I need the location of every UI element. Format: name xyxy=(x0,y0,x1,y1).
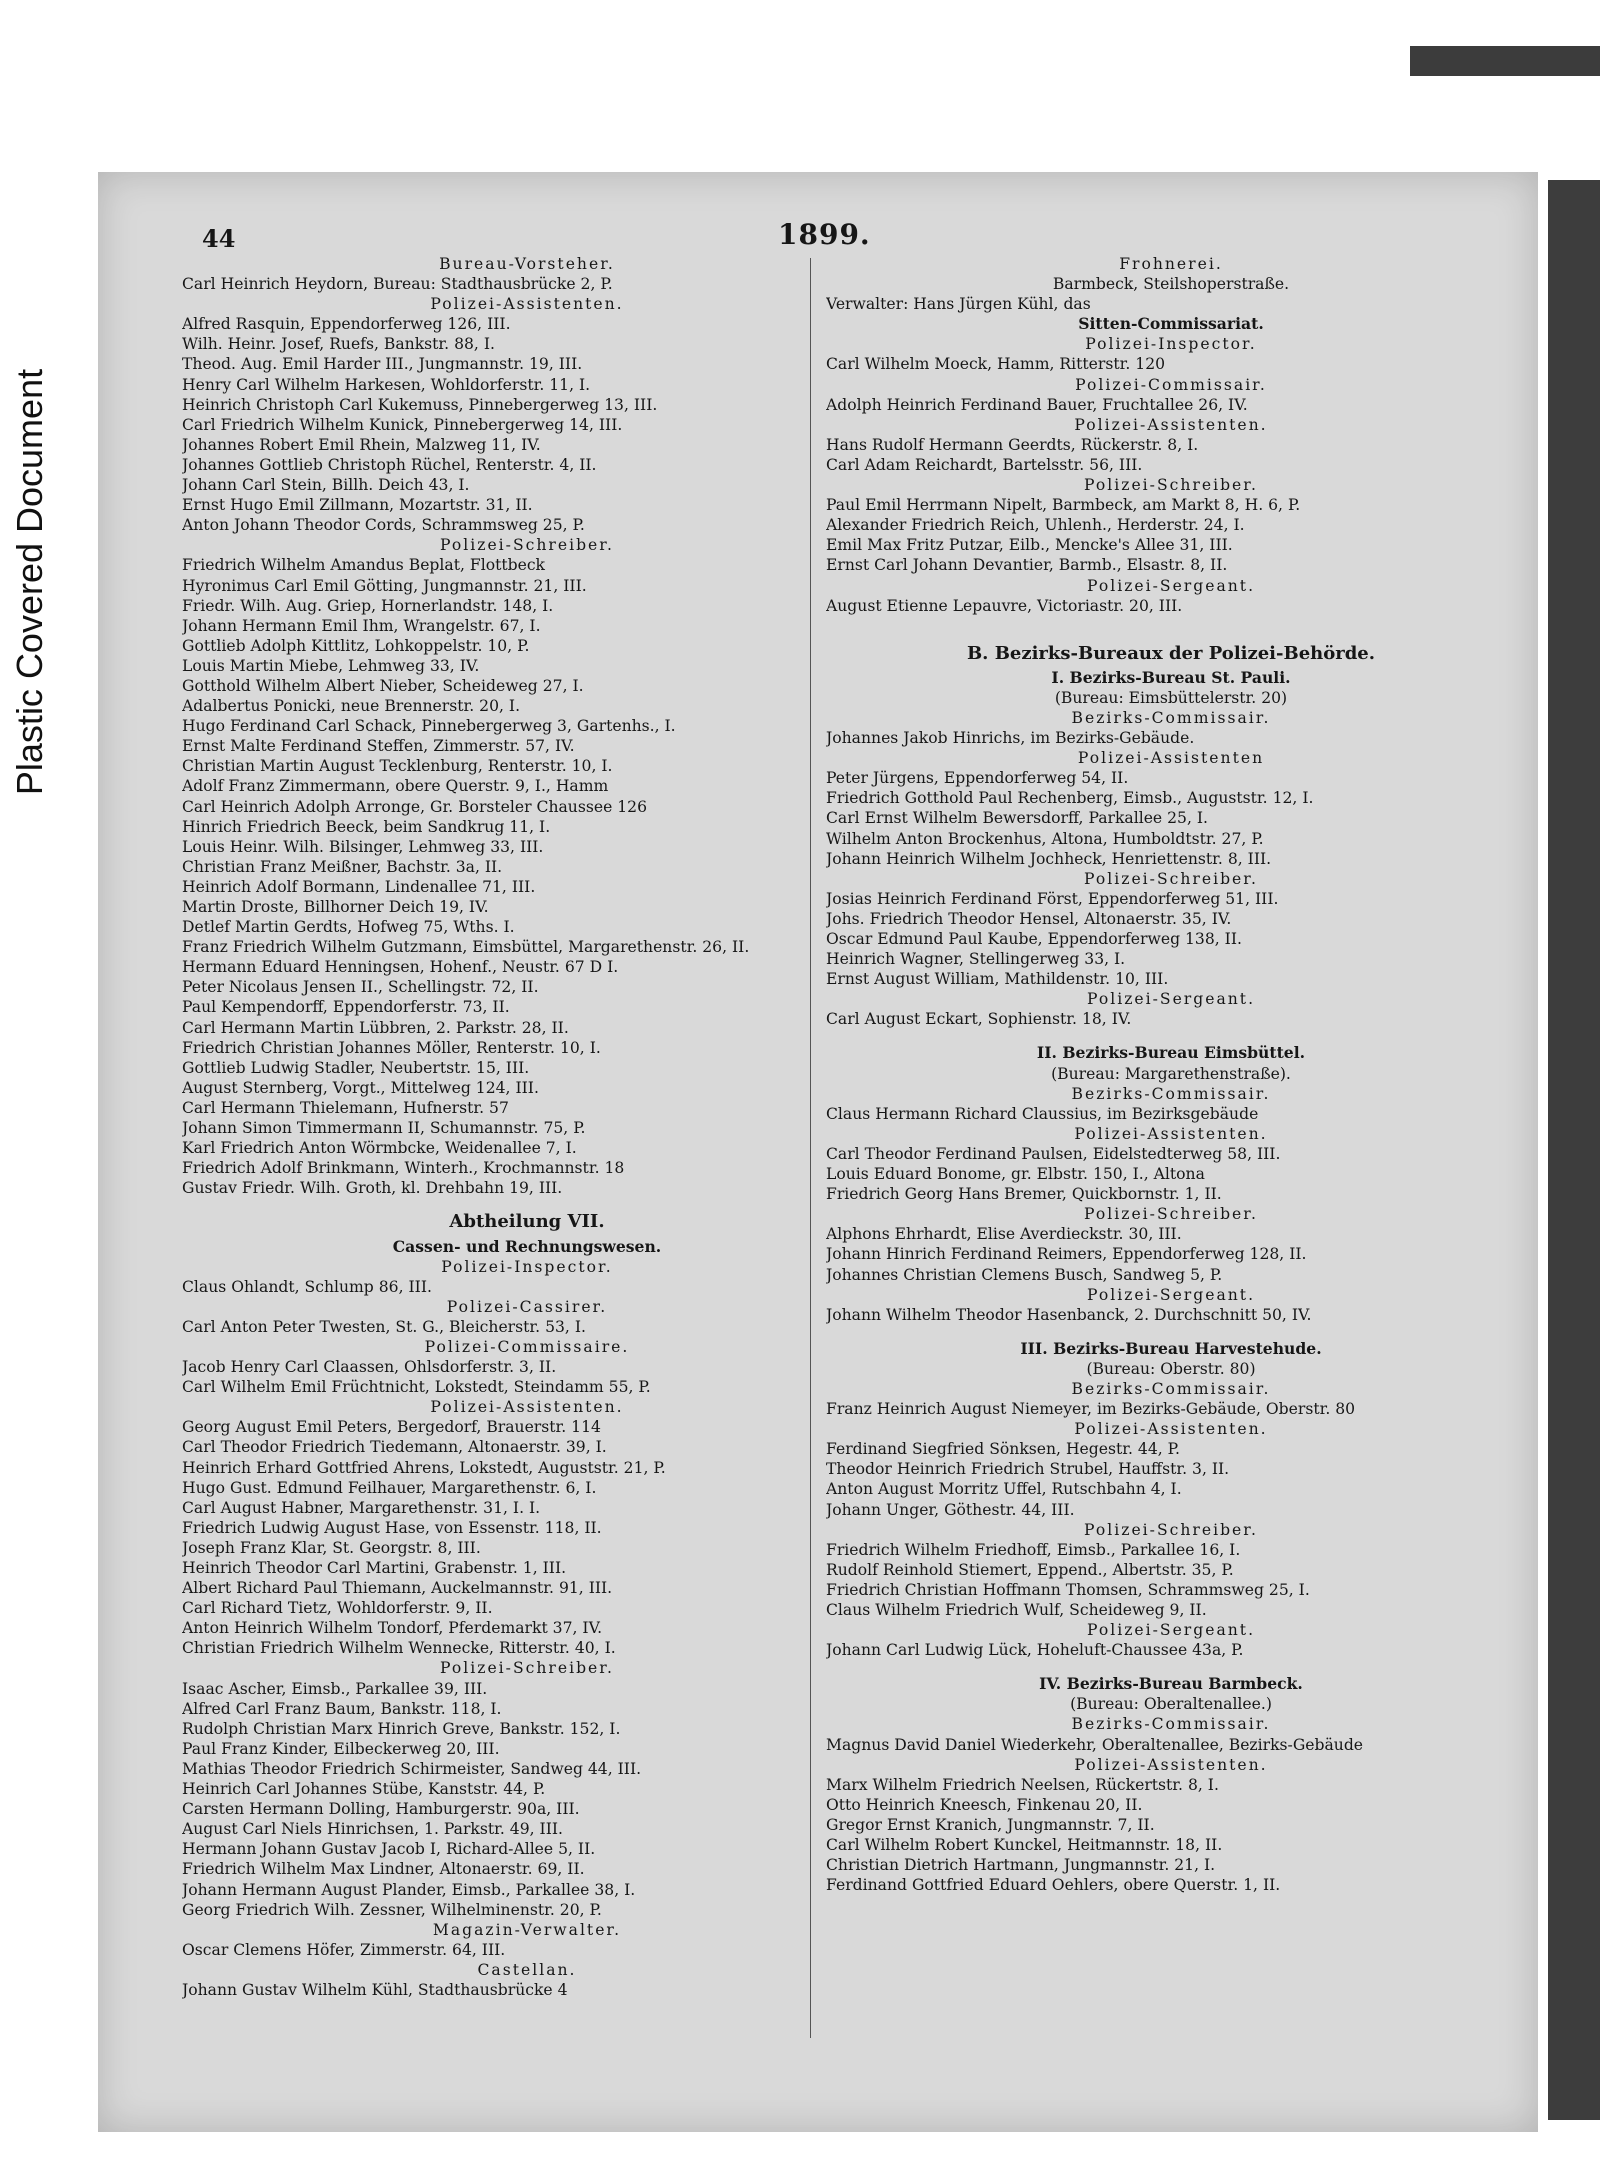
directory-entry: Peter Jürgens, Eppendorferweg 54, II. xyxy=(826,769,1129,788)
directory-entry: Heinrich Carl Johannes Stübe, Kanststr. 44, P. xyxy=(182,1780,546,1799)
section-heading: Magazin-Verwalter. xyxy=(432,1920,622,1939)
directory-entry: Friedrich Georg Hans Bremer, Quickbornstr. 1, II. xyxy=(826,1185,1222,1204)
directory-entry: Friedrich Ludwig August Hase, von Essenstr. 118, II. xyxy=(182,1518,602,1537)
directory-entry: Ferdinand Gottfried Eduard Oehlers, obere Querstr. 1, II. xyxy=(826,1876,1281,1895)
directory-entry: Heinrich Wagner, Stellingerweg 33, I. xyxy=(826,950,1126,969)
directory-entry: Wilhelm Anton Brockenhus, Altona, Humboldtstr. 27, P. xyxy=(826,829,1264,848)
directory-entry: Alfred Carl Franz Baum, Bankstr. 118, I. xyxy=(182,1699,502,1718)
bureau-address: Barmbeck, Steilshoperstraße. xyxy=(1052,275,1290,294)
section-heading: Polizei-Sergeant. xyxy=(1086,990,1256,1009)
directory-entry: Christian Franz Meißner, Bachstr. 3a, II. xyxy=(182,857,503,876)
right-column xyxy=(826,254,1516,1895)
section-gap xyxy=(826,1660,1516,1674)
directory-entry: Johannes Gottlieb Christoph Rüchel, Renterstr. 4, II. xyxy=(182,455,597,474)
directory-entry: Isaac Ascher, Eimsb., Parkallee 39, III. xyxy=(182,1679,488,1698)
directory-entry: Johann Hermann Emil Ihm, Wrangelstr. 67, I. xyxy=(182,616,541,635)
directory-entry: Anton August Morritz Uffel, Rutschbahn 4, I. xyxy=(826,1480,1182,1499)
directory-entry: Carl Heinrich Heydorn, Bureau: Stadthausbrücke 2, P. xyxy=(182,275,613,294)
bureau-address: (Bureau: Oberaltenallee.) xyxy=(1070,1695,1272,1714)
section-heading: Polizei-Sergeant. xyxy=(1086,1621,1256,1640)
directory-entry: Johann Simon Timmermann II, Schumannstr. 75, P. xyxy=(182,1119,586,1138)
directory-entry: Johs. Friedrich Theodor Hensel, Altonaerstr. 35, IV. xyxy=(826,909,1232,928)
directory-entry: Friedrich Wilhelm Max Lindner, Altonaerstr. 69, II. xyxy=(182,1860,585,1879)
directory-entry: Oscar Edmund Paul Kaube, Eppendorferweg 138, II. xyxy=(826,930,1242,948)
directory-entry: Claus Ohlandt, Schlump 86, III. xyxy=(182,1277,432,1296)
directory-entry: Johann Carl Stein, Billh. Deich 43, I. xyxy=(182,476,470,495)
section-heading: Polizei-Schreiber. xyxy=(1084,476,1258,495)
section-heading: Polizei-Schreiber. xyxy=(1084,1205,1258,1224)
directory-entry: Georg August Emil Peters, Bergedorf, Brauerstr. 114 xyxy=(182,1418,601,1437)
directory-entry: Hugo Gust. Edmund Feilhauer, Margarethenstr. 6, I. xyxy=(182,1478,597,1497)
directory-entry: Johann Gustav Wilhelm Kühl, Stadthausbrücke 4 xyxy=(182,1980,568,1999)
directory-entry: Mathias Theodor Friedrich Schirmeister, Sandweg 44, III. xyxy=(182,1759,642,1778)
directory-entry: Friedr. Wilh. Aug. Griep, Hornerlandstr. 148, I. xyxy=(182,596,554,615)
directory-entry: Josias Heinrich Ferdinand Först, Eppendorferweg 51, III. xyxy=(826,889,1279,908)
side-label: Plastic Covered Document xyxy=(9,368,50,796)
section-gap xyxy=(826,1029,1516,1043)
directory-entry: Franz Friedrich Wilhelm Gutzmann, Eimsbüttel, Margarethenstr. 26, II. xyxy=(182,938,750,957)
directory-entry: Gotthold Wilhelm Albert Nieber, Scheideweg 27, I. xyxy=(182,676,584,695)
directory-entry: Carl Richard Tietz, Wohldorferstr. 9, II. xyxy=(182,1599,493,1618)
left-column xyxy=(182,254,872,2000)
bureau-heading: Sitten-Commissariat. xyxy=(1078,314,1264,334)
directory-entry: Carl August Eckart, Sophienstr. 18, IV. xyxy=(826,1010,1132,1029)
directory-entry: Heinrich Erhard Gottfried Ahrens, Lokstedt, Auguststr. 21, P. xyxy=(182,1458,666,1477)
section-heading: Polizei-Schreiber. xyxy=(1084,869,1258,888)
directory-entry: Carl August Habner, Margarethenstr. 31, I. I. xyxy=(182,1498,541,1517)
directory-entry: Friedrich Wilhelm Amandus Beplat, Flottbeck xyxy=(182,556,546,575)
page-year: 1899. xyxy=(778,218,871,251)
section-heading: Polizei-Inspector. xyxy=(1085,335,1257,354)
section-heading: Bezirks-Commissair. xyxy=(1071,1084,1271,1103)
section-heading: Polizei-Commissair. xyxy=(1075,375,1267,394)
section-heading: Polizei-Inspector. xyxy=(441,1257,613,1276)
directory-entry: Marx Wilhelm Friedrich Neelsen, Rückertstr. 8, I. xyxy=(826,1775,1219,1794)
directory-entry: Rudolph Christian Marx Hinrich Greve, Bankstr. 152, I. xyxy=(182,1719,621,1738)
directory-entry: Verwalter: Hans Jürgen Kühl, das xyxy=(826,295,1091,314)
directory-entry: Ernst Hugo Emil Zillmann, Mozartstr. 31, II. xyxy=(182,496,533,515)
section-heading: Bezirks-Commissair. xyxy=(1071,708,1271,727)
directory-entry: Hinrich Friedrich Beeck, beim Sandkrug 11, I. xyxy=(182,817,551,836)
directory-entry: August Carl Niels Hinrichsen, 1. Parkstr. 49, III. xyxy=(182,1820,563,1839)
directory-entry: Paul Kempendorff, Eppendorferstr. 73, II. xyxy=(182,998,510,1017)
bureau-heading: III. Bezirks-Bureau Harvestehude. xyxy=(1020,1338,1322,1358)
directory-entry: Theodor Heinrich Friedrich Strubel, Hauffstr. 3, II. xyxy=(826,1460,1230,1479)
directory-entry: Adolph Heinrich Ferdinand Bauer, Fruchtallee 26, IV. xyxy=(826,395,1248,414)
directory-entry: Johann Wilhelm Theodor Hasenbanck, 2. Durchschnitt 50, IV. xyxy=(826,1305,1312,1324)
section-heading: Polizei-Schreiber. xyxy=(1084,1520,1258,1539)
directory-entry: Anton Johann Theodor Cords, Schrammsweg 25, P. xyxy=(182,516,585,535)
directory-entry: Hermann Eduard Henningsen, Hohenf., Neustr. 67 D I. xyxy=(182,958,619,977)
directory-entry: Johann Carl Ludwig Lück, Hoheluft-Chaussee 43a, P. xyxy=(826,1641,1244,1660)
bureau-address: (Bureau: Margarethenstraße). xyxy=(1051,1064,1291,1083)
directory-entry: Paul Emil Herrmann Nipelt, Barmbeck, am Markt 8, H. 6, P. xyxy=(826,496,1301,515)
section-heading: Polizei-Sergeant. xyxy=(1086,1285,1256,1304)
directory-entry: Carl Wilhelm Emil Früchtnicht, Lokstedt, Steindamm 55, P. xyxy=(182,1378,651,1397)
directory-entry: Theod. Aug. Emil Harder III., Jungmannstr. 19, III. xyxy=(182,355,583,374)
directory-entry: Christian Friedrich Wilhelm Wennecke, Ritterstr. 40, I. xyxy=(182,1639,616,1658)
directory-entry: Gustav Friedr. Wilh. Groth, kl. Drehbahn 19, III. xyxy=(182,1179,563,1198)
page-number: 44 xyxy=(202,224,236,253)
directory-entry: Heinrich Theodor Carl Martini, Grabenstr. 1, III. xyxy=(182,1559,567,1577)
directory-entry: Johannes Christian Clemens Busch, Sandweg 5, P. xyxy=(826,1265,1223,1284)
section-heading: Polizei-Assistenten. xyxy=(1074,1755,1268,1774)
bureau-address: (Bureau: Oberstr. 80) xyxy=(1086,1359,1256,1378)
directory-entry: Friedrich Christian Johannes Möller, Renterstr. 10, I. xyxy=(182,1038,601,1057)
directory-entry: Hugo Ferdinand Carl Schack, Pinnebergerweg 3, Gartenhs., I. xyxy=(182,717,676,736)
bureau-heading: II. Bezirks-Bureau Eimsbüttel. xyxy=(1036,1043,1306,1063)
directory-entry: Joseph Franz Klar, St. Georgstr. 8, III. xyxy=(182,1538,481,1557)
section-heading: Frohnerei. xyxy=(1119,255,1223,273)
directory-entry: Carl Hermann Martin Lübbren, 2. Parkstr. 28, II. xyxy=(182,1018,569,1037)
section-heading: Polizei-Sergeant. xyxy=(1086,576,1256,595)
directory-entry: Ernst Malte Ferdinand Steffen, Zimmerstr. 57, IV. xyxy=(182,737,575,756)
directory-entry: Rudolf Reinhold Stiemert, Eppend., Albertstr. 35, P. xyxy=(826,1560,1234,1579)
directory-entry: Friedrich Christian Hoffmann Thomsen, Schrammsweg 25, I. xyxy=(826,1580,1310,1599)
directory-entry: Louis Eduard Bonome, gr. Elbstr. 150, I., Altona xyxy=(826,1165,1205,1184)
directory-entry: Carl Friedrich Wilhelm Kunick, Pinnebergerweg 14, III. xyxy=(182,415,623,434)
directory-entry: Emil Max Fritz Putzar, Eilb., Mencke's Allee 31, III. xyxy=(826,536,1233,555)
scanner-edge-top xyxy=(1410,46,1600,76)
directory-entry: Hermann Johann Gustav Jacob I, Richard-Allee 5, II. xyxy=(182,1840,596,1859)
section-heading: Bezirks-Commissair. xyxy=(1071,1715,1271,1734)
directory-entry: Friedrich Adolf Brinkmann, Winterh., Krochmannstr. 18 xyxy=(182,1159,625,1178)
section-heading: Castellan. xyxy=(477,1960,577,1979)
major-heading: B. Bezirks-Bureaux der Polizei-Behörde. xyxy=(966,643,1376,664)
directory-entry: Christian Martin August Tecklenburg, Renterstr. 10, I. xyxy=(182,757,613,776)
directory-entry: Adolf Franz Zimmermann, obere Querstr. 9, I., Hamm xyxy=(182,777,609,796)
directory-entry: Carl Heinrich Adolph Arronge, Gr. Borsteler Chaussee 126 xyxy=(182,797,648,816)
directory-entry: Gregor Ernst Kranich, Jungmannstr. 7, II. xyxy=(826,1815,1155,1834)
section-gap xyxy=(826,1325,1516,1339)
directory-entry: Johann Hinrich Ferdinand Reimers, Eppendorferweg 128, II. xyxy=(826,1245,1307,1264)
directory-entry: Carl Anton Peter Twesten, St. G., Bleicherstr. 53, I. xyxy=(182,1317,586,1336)
directory-entry: Gottlieb Adolph Kittlitz, Lohkoppelstr. 10, P. xyxy=(182,636,530,655)
directory-entry: Friedrich Gotthold Paul Rechenberg, Eimsb., Auguststr. 12, I. xyxy=(826,789,1314,808)
directory-entry: Ernst Carl Johann Devantier, Barmb., Elsastr. 8, II. xyxy=(826,556,1228,575)
directory-entry: Claus Wilhelm Friedrich Wulf, Scheideweg 9, II. xyxy=(826,1601,1207,1619)
directory-entry: Alfred Rasquin, Eppendorferweg 126, III. xyxy=(182,315,511,334)
directory-entry: Christian Dietrich Hartmann, Jungmannstr. 21, I. xyxy=(826,1856,1216,1875)
directory-entry: Gottlieb Ludwig Stadler, Neubertstr. 15, III. xyxy=(182,1058,530,1077)
major-heading: Abtheilung VII. xyxy=(449,1212,605,1233)
directory-entry: Carl Hermann Thielemann, Hufnerstr. 57 xyxy=(182,1098,509,1117)
document-page xyxy=(98,172,1538,2132)
directory-entry: Hans Rudolf Hermann Geerdts, Rückerstr. 8, I. xyxy=(826,435,1199,454)
directory-entry: Carl Theodor Ferdinand Paulsen, Eidelstedterweg 58, III. xyxy=(826,1144,1281,1163)
directory-entry: Anton Heinrich Wilhelm Tondorf, Pferdemarkt 37, IV. xyxy=(182,1619,603,1638)
directory-entry: Heinrich Christoph Carl Kukemuss, Pinnebergerweg 13, III. xyxy=(182,395,658,414)
directory-entry: August Etienne Lepauvre, Victoriastr. 20, III. xyxy=(826,596,1183,615)
directory-entry: Henry Carl Wilhelm Harkesen, Wohldorferstr. 11, I. xyxy=(182,375,591,394)
directory-entry: Carl Ernst Wilhelm Bewersdorff, Parkallee 25, I. xyxy=(826,809,1208,828)
directory-entry: Martin Droste, Billhorner Deich 19, IV. xyxy=(182,898,489,916)
bureau-heading: I. Bezirks-Bureau St. Pauli. xyxy=(1051,667,1291,687)
directory-entry: Albert Richard Paul Thiemann, Auckelmannstr. 91, III. xyxy=(182,1579,613,1598)
directory-entry: Carl Theodor Friedrich Tiedemann, Altonaerstr. 39, I. xyxy=(182,1438,607,1457)
bureau-heading: Cassen- und Rechnungswesen. xyxy=(392,1236,662,1256)
directory-entry: August Sternberg, Vorgt., Mittelweg 124, III. xyxy=(182,1078,539,1097)
directory-entry: Alexander Friedrich Reich, Uhlenh., Herderstr. 24, I. xyxy=(826,516,1245,535)
section-heading: Polizei-Assistenten. xyxy=(1074,1420,1268,1439)
directory-entry: Friedrich Wilhelm Friedhoff, Eimsb., Parkallee 16, I. xyxy=(826,1540,1241,1559)
directory-entry: Peter Nicolaus Jensen II., Schellingstr. 72, II. xyxy=(182,978,539,997)
section-heading: Polizei-Schreiber. xyxy=(440,1659,614,1678)
directory-entry: Johannes Robert Emil Rhein, Malzweg 11, IV. xyxy=(182,435,541,454)
directory-entry: Magnus David Daniel Wiederkehr, Oberaltenallee, Bezirks-Gebäude xyxy=(826,1735,1364,1754)
directory-entry: Johann Heinrich Wilhelm Jochheck, Henriettenstr. 8, III. xyxy=(826,849,1272,868)
directory-entry: Johann Hermann August Plander, Eimsb., Parkallee 38, I. xyxy=(182,1880,636,1899)
section-heading: Polizei-Commissaire. xyxy=(424,1337,630,1356)
directory-entry: Carl Wilhelm Moeck, Hamm, Ritterstr. 120 xyxy=(826,355,1166,374)
directory-entry: Ferdinand Siegfried Sönksen, Hegestr. 44, P. xyxy=(826,1440,1180,1459)
directory-entry: Oscar Clemens Höfer, Zimmerstr. 64, III. xyxy=(182,1940,506,1959)
section-heading: Polizei-Assistenten. xyxy=(1074,1124,1268,1143)
section-heading: Polizei-Assistenten. xyxy=(430,295,624,314)
directory-entry: Detlef Martin Gerdts, Hofweg 75, Wths. I. xyxy=(182,918,515,937)
directory-entry: Franz Heinrich August Niemeyer, im Bezirks-Gebäude, Oberstr. 80 xyxy=(826,1400,1356,1419)
directory-entry: Georg Friedrich Wilh. Zessner, Wilhelminenstr. 20, P. xyxy=(182,1900,602,1919)
directory-entry: Wilh. Heinr. Josef, Ruefs, Bankstr. 88, I. xyxy=(182,335,495,354)
section-gap xyxy=(826,616,1516,630)
bureau-address: (Bureau: Eimsbüttelerstr. 20) xyxy=(1054,688,1288,707)
directory-entry: Heinrich Adolf Bormann, Lindenallee 71, III. xyxy=(182,877,536,896)
directory-entry: Jacob Henry Carl Claassen, Ohlsdorferstr. 3, II. xyxy=(182,1358,557,1377)
directory-entry: Carl Adam Reichardt, Bartelsstr. 56, III. xyxy=(826,455,1143,474)
section-heading: Polizei-Assistenten. xyxy=(430,1398,624,1417)
section-heading: Polizei-Cassirer. xyxy=(446,1297,608,1316)
directory-entry: Louis Martin Miebe, Lehmweg 33, IV. xyxy=(182,656,480,675)
directory-entry: Carsten Hermann Dolling, Hamburgerstr. 90a, III. xyxy=(182,1800,580,1819)
directory-entry: Claus Hermann Richard Claussius, im Bezirksgebäude xyxy=(826,1104,1259,1123)
section-heading: Polizei-Schreiber. xyxy=(440,536,614,555)
directory-entry: Johann Unger, Göthestr. 44, III. xyxy=(826,1500,1075,1519)
directory-entry: Paul Franz Kinder, Eilbeckerweg 20, III. xyxy=(182,1739,500,1758)
directory-entry: Otto Heinrich Kneesch, Finkenau 20, II. xyxy=(826,1795,1143,1814)
directory-entry: Adalbertus Ponicki, neue Brennerstr. 20, I. xyxy=(182,697,521,716)
bureau-heading: IV. Bezirks-Bureau Barmbeck. xyxy=(1039,1674,1303,1694)
section-heading: Polizei-Assistenten. xyxy=(1074,415,1268,434)
section-heading: Bezirks-Commissair. xyxy=(1071,1379,1271,1398)
directory-entry: Johannes Jakob Hinrichs, im Bezirks-Gebäude. xyxy=(826,729,1195,748)
directory-entry: Louis Heinr. Wilh. Bilsinger, Lehmweg 33, III. xyxy=(182,837,544,856)
directory-entry: Ernst August William, Mathildenstr. 10, III. xyxy=(826,970,1169,989)
directory-entry: Hyronimus Carl Emil Götting, Jungmannstr. 21, III. xyxy=(182,576,587,595)
directory-entry: Karl Friedrich Anton Wörmbcke, Weidenallee 7, I. xyxy=(182,1139,577,1158)
directory-entry: Carl Wilhelm Robert Kunckel, Heitmannstr. 18, II. xyxy=(826,1836,1223,1855)
directory-entry: Alphons Ehrhardt, Elise Averdieckstr. 30, III. xyxy=(826,1225,1182,1244)
section-heading: Polizei-Assistenten xyxy=(1077,749,1265,768)
scanner-edge-right xyxy=(1548,180,1600,2120)
section-heading: Bureau-Vorsteher. xyxy=(439,255,615,273)
